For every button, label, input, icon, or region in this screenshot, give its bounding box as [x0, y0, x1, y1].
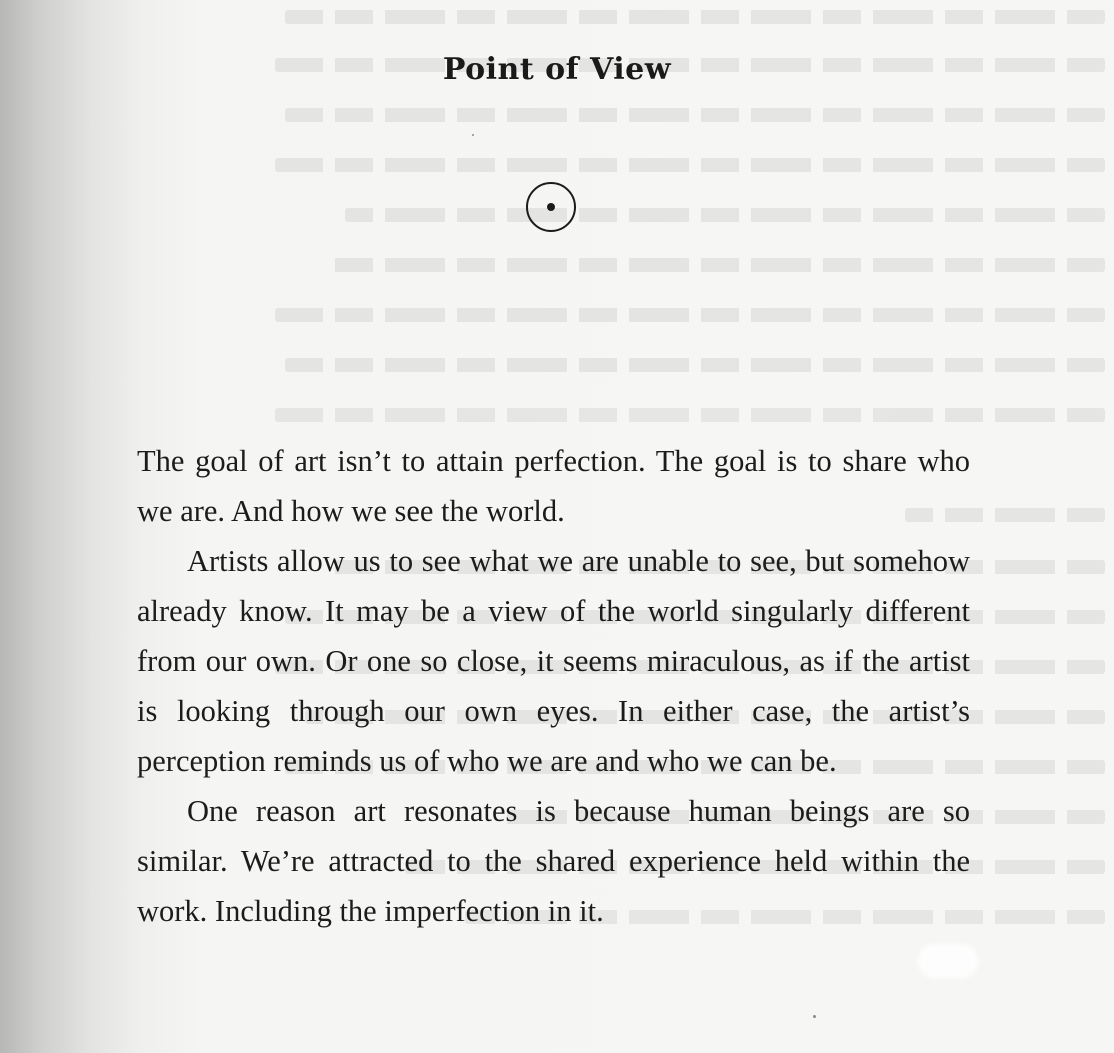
paragraph-1: The goal of art isn’t to attain perfection. The goal is to share who we are. And how we see the world. — [137, 444, 970, 528]
page-title: Point of View — [442, 52, 672, 87]
body-text — [137, 436, 970, 936]
paragraph-2: Artists allow us to see what we are unable to see, but somehow already know. It may be a view of the world singularly different from our own. Or one so close, it seems miraculous, as if the artist is looking through our own eyes. In either case, the artist’s perception reminds us of who we are and who we can be. — [137, 544, 970, 778]
paper-smudge — [918, 944, 978, 978]
paragraph-3: One reason art resonates is because human beings are so similar. We’re attracted to the shared experience held within the work. Including the imperfection in it. — [137, 794, 970, 928]
paper-speck — [813, 1015, 816, 1018]
circled-dot-icon — [525, 181, 577, 233]
paper-speck — [472, 134, 474, 136]
